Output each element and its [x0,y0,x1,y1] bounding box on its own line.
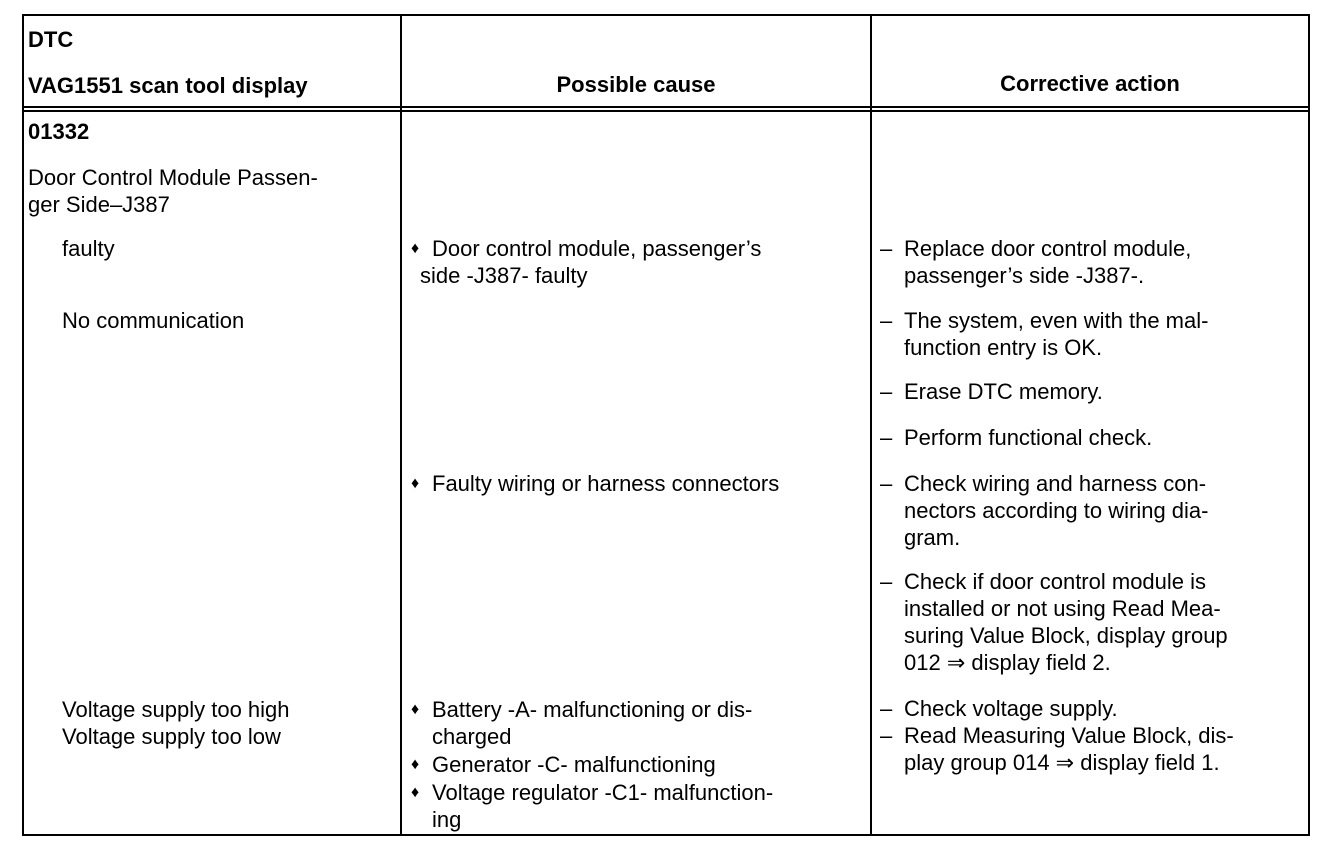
header-dtc: DTC [28,27,74,52]
action-check-wiring-line2: nectors according to wiring dia- [904,498,1209,523]
header-divider-double [24,110,1308,112]
header-possible-cause: Possible cause [556,72,716,97]
action-check-installed-line1: Check if door control module is [904,569,1207,594]
action-check-installed-line2: installed or not using Read Mea- [904,596,1221,621]
component-name-line1: Door Control Module Passen- [28,165,318,190]
dtc-code: 01332 [28,119,90,144]
cause-regulator-line1: Voltage regulator -C1- malfunction- [432,780,774,805]
column-divider-2 [870,16,872,834]
action-check-installed-line4: 012 ⇒ display field 2. [904,650,1111,675]
display-faulty: faulty [62,236,115,261]
bullet-icon: ♦ [411,784,420,801]
cause-module-faulty-line1: Door control module, passenger’s [432,236,762,261]
bullet-icon: ♦ [411,240,420,257]
cause-module-faulty-line2: side -J387- faulty [420,263,588,288]
dash-icon: – [880,696,893,721]
action-replace-line1: Replace door control module, [904,236,1192,261]
dash-icon: – [880,379,893,404]
dash-icon: – [880,425,893,450]
action-read-mvb-line1: Read Measuring Value Block, dis- [904,723,1234,748]
action-replace-line2: passenger’s side -J387-. [904,263,1145,288]
cause-regulator-line2: ing [432,807,462,832]
bullet-icon: ♦ [411,701,420,718]
display-voltage-high: Voltage supply too high [62,697,290,722]
dash-icon: – [880,569,893,594]
dtc-table [22,14,1310,836]
action-check-voltage: Check voltage supply. [904,696,1118,721]
dash-icon: – [880,723,893,748]
action-check-installed-line3: suring Value Block, display group [904,623,1228,648]
header-scan-tool-display: VAG1551 scan tool display [28,73,308,98]
cause-battery-line1: Battery -A- malfunctioning or dis- [432,697,753,722]
action-check-wiring-line3: gram. [904,525,961,550]
dash-icon: – [880,236,893,261]
action-check-wiring-line1: Check wiring and harness con- [904,471,1207,496]
display-voltage-low: Voltage supply too low [62,724,281,749]
cause-faulty-wiring: Faulty wiring or harness connectors [432,471,780,496]
column-divider-1 [400,16,402,834]
bullet-icon: ♦ [411,475,420,492]
action-functional-check: Perform functional check. [904,425,1153,450]
action-erase-dtc: Erase DTC memory. [904,379,1103,404]
action-read-mvb-line2: play group 014 ⇒ display field 1. [904,750,1220,775]
header-divider [24,106,1308,108]
header-corrective-action: Corrective action [1000,71,1180,96]
action-system-ok-line2: function entry is OK. [904,335,1103,360]
display-no-communication: No communication [62,308,245,333]
component-name-line2: ger Side–J387 [28,192,170,217]
dash-icon: – [880,471,893,496]
action-system-ok-line1: The system, even with the mal- [904,308,1209,333]
cause-generator: Generator -C- malfunctioning [432,752,716,777]
bullet-icon: ♦ [411,756,420,773]
dash-icon: – [880,308,893,333]
cause-battery-line2: charged [432,724,512,749]
